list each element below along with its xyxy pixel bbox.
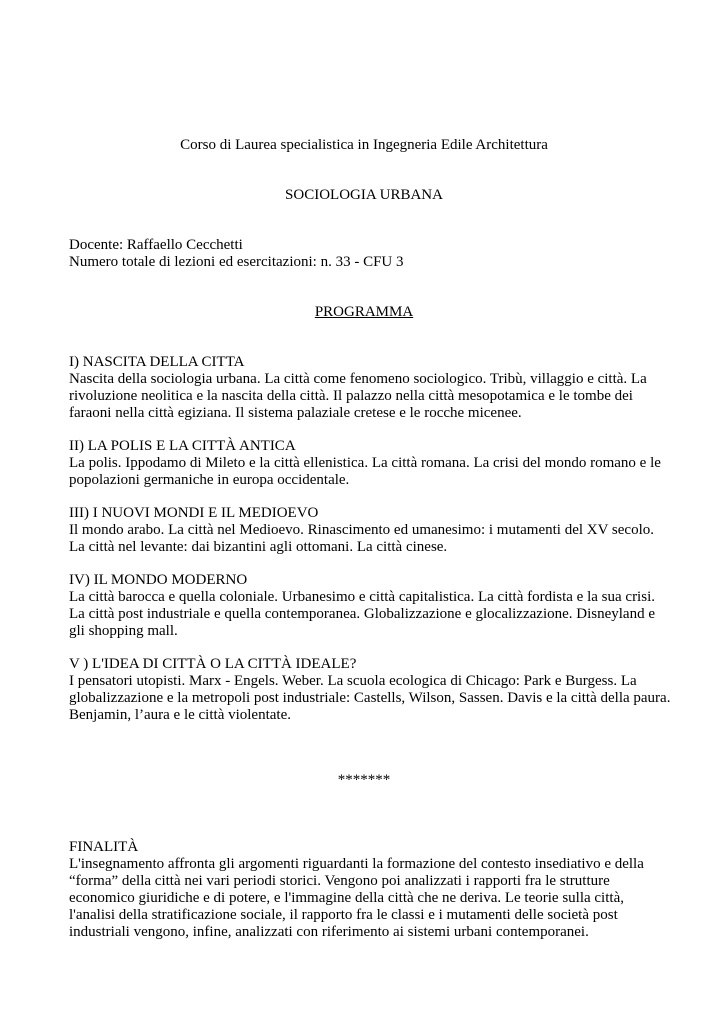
separator: ******* xyxy=(337,772,391,788)
section-line: globalizzazione e la metropoli post industriale: Castells, Wilson, Sassen. Davis e la città della paura. xyxy=(69,690,671,706)
section-line: La città post industriale e quella contemporanea. Globalizzazione e glocalizzazione. Disneyland e xyxy=(69,606,655,622)
teacher-line: Docente: Raffaello Cecchetti xyxy=(69,237,243,253)
section-line: La polis. Ippodamo di Mileto e la città ellenistica. La città romana. La crisi del mondo romano e le xyxy=(69,455,661,471)
section-line: gli shopping mall. xyxy=(69,623,178,639)
section-1 xyxy=(69,354,659,422)
finalita-title: FINALITÀ xyxy=(69,839,139,855)
section-line: Il mondo arabo. La città nel Medioevo. Rinascimento ed umanesimo: i mutamenti del XV secolo. xyxy=(69,522,654,538)
course-info xyxy=(69,237,659,271)
section-line: La città nel levante: dai bizantini agli ottomani. La città cinese. xyxy=(69,539,448,555)
subject-title: SOCIOLOGIA URBANA xyxy=(285,187,443,203)
section-5 xyxy=(69,656,671,724)
finalita-section xyxy=(69,839,659,941)
section-2 xyxy=(69,438,659,489)
lessons-line: Numero totale di lezioni ed esercitazioni: n. 33 - CFU 3 xyxy=(69,254,404,270)
section-line: Nascita della sociologia urbana. La città come fenomeno sociologico. Tribù, villaggio e città. La xyxy=(69,371,647,387)
programme-heading xyxy=(69,304,659,321)
finalita-line: economico giuridiche e di potere, e l'immagine della città che ne deriva. Le teorie sulla città, xyxy=(69,890,624,906)
section-title: IV) IL MONDO MODERNO xyxy=(69,572,248,588)
finalita-line: L'insegnamento affronta gli argomenti riguardanti la formazione del contesto insediativo e della xyxy=(69,856,644,872)
finalita-line: industriali vengono, infine, analizzati con riferimento ai sistemi urbani contemporanei. xyxy=(69,924,589,940)
course-title: Corso di Laurea specialistica in Ingegneria Edile Architettura xyxy=(180,137,548,153)
section-line: rivoluzione neolitica e la nascita della città. Il palazzo nella città mesopotamica e le tombe dei xyxy=(69,388,633,404)
section-line: Benjamin, l’aura e le città violentate. xyxy=(69,707,291,723)
section-title: I) NASCITA DELLA CITTA xyxy=(69,354,245,370)
finalita-line: “forma” della città nei vari periodi storici. Vengono poi analizzati i rapporti fra le strutture xyxy=(69,873,610,889)
programme-title: PROGRAMMA xyxy=(314,304,414,320)
section-line: faraoni nella città egiziana. Il sistema palaziale cretese e le rocche micenee. xyxy=(69,405,522,421)
section-title: II) LA POLIS E LA CITTÀ ANTICA xyxy=(69,438,296,454)
section-line: I pensatori utopisti. Marx - Engels. Weber. La scuola ecologica di Chicago: Park e Burgess. La xyxy=(69,673,637,689)
section-title: III) I NUOVI MONDI E IL MEDIOEVO xyxy=(69,505,319,521)
section-4 xyxy=(69,572,659,640)
section-line: La città barocca e quella coloniale. Urbanesimo e città capitalistica. La città fordista e la sua crisi. xyxy=(69,589,655,605)
section-line: popolazioni germaniche in europa occidentale. xyxy=(69,472,350,488)
finalita-line: l'analisi della stratificazione sociale, il rapporto fra le classi e i mutamenti delle società post xyxy=(69,907,618,923)
section-title: V ) L'IDEA DI CITTÀ O LA CITTÀ IDEALE? xyxy=(69,656,357,672)
section-3 xyxy=(69,505,659,556)
